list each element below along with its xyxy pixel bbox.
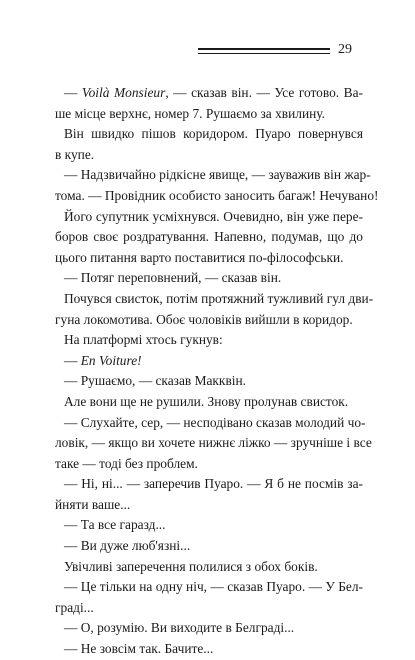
text-line [55,351,363,372]
text-span: граді... [55,599,94,615]
text-span: — Ні, ні... — заперечив Пуаро. — Я б не посмів за- [64,476,363,492]
text-span: таке — тоді без проблем. [55,455,198,471]
text-span: Увічливі заперечення полилися з обох боків. [64,558,318,574]
text-line [55,557,363,578]
text-line [55,392,363,413]
text-line [55,104,363,125]
text-span: тома. — Провідник особисто заносить багаж! Нечувано! [55,187,379,203]
text-span: — Рушаємо, — сказав Макквін. [64,373,246,389]
text-line [55,598,363,619]
italic-text: En Voiture! [80,352,142,368]
text-line [55,371,363,392]
text-span: — Та все гаразд... [64,517,166,533]
text-span: — Це тільки на одну ніч, — сказав Пуаро. — У Бел- [64,579,363,595]
text-span: боров своє роздратування. Напевно, подумав, що до [55,229,363,245]
text-line [55,536,363,557]
text-line [55,186,379,207]
text-line [55,145,363,166]
text-line [55,474,363,495]
text-line [55,639,363,660]
text-line [55,124,363,145]
text-span: йняти ваше... [55,496,131,512]
text-line [55,330,363,351]
body-text [55,83,379,660]
text-span: Його супутник усміхнувся. Очевидно, він уже пере- [64,208,363,224]
text-line [55,454,363,475]
text-span: Але вони ще не рушили. Знову пролунав свисток. [64,393,349,409]
text-span: — [64,85,82,100]
text-span: в купе. [55,146,95,162]
text-line [55,227,363,248]
text-line [55,83,363,104]
text-span: — Ви дуже люб'язні... [64,538,191,554]
text-span: — Не зовсім так. Бачите... [64,641,214,657]
text-span: гуна локомотива. Обоє чоловіків вийшли в коридор. [55,311,353,327]
text-line [55,413,366,434]
text-span: цього питання варто поставитися по-філософськи. [55,249,344,265]
text-span: — Слухайте, сер, — несподівано сказав молодий чо- [64,414,366,430]
text-span: — [64,352,81,368]
text-line [55,289,374,310]
running-header [0,40,415,66]
text-line [55,207,363,228]
text-span: Почувся свисток, потім протяжний тужливий гул дви- [64,290,374,306]
text-span: — Надзвичайно рідкісне явище, — зауважив він жар- [64,167,371,183]
text-line [55,268,363,289]
italic-text: Voilà Monsieur [81,85,166,100]
text-span: ше місце верхнє, номер 7. Рушаємо за хвилину. [55,105,325,121]
header-rule-thick [198,48,330,50]
text-span: ловік, — якщо ви хочете нижнє ліжко — зручніше і все [55,435,372,451]
text-line [55,618,363,639]
text-span: , — сказав він. — Усе готово. Ва- [165,85,363,100]
text-line [55,515,363,536]
text-line [55,577,363,598]
header-rule-thin [198,53,330,54]
text-span: Він швидко пішов коридором. Пуаро повернувся [64,126,363,142]
text-line [55,310,363,331]
text-span: — О, розумію. Ви виходите в Белграді... [64,620,295,636]
text-line [55,165,371,186]
text-line [55,433,372,454]
text-span: На платформі хтось гукнув: [64,332,223,348]
text-span: — Потяг переповнений, — сказав він. [64,270,282,286]
page-number: 29 [338,42,352,57]
text-line [55,495,363,516]
text-line [55,248,363,269]
